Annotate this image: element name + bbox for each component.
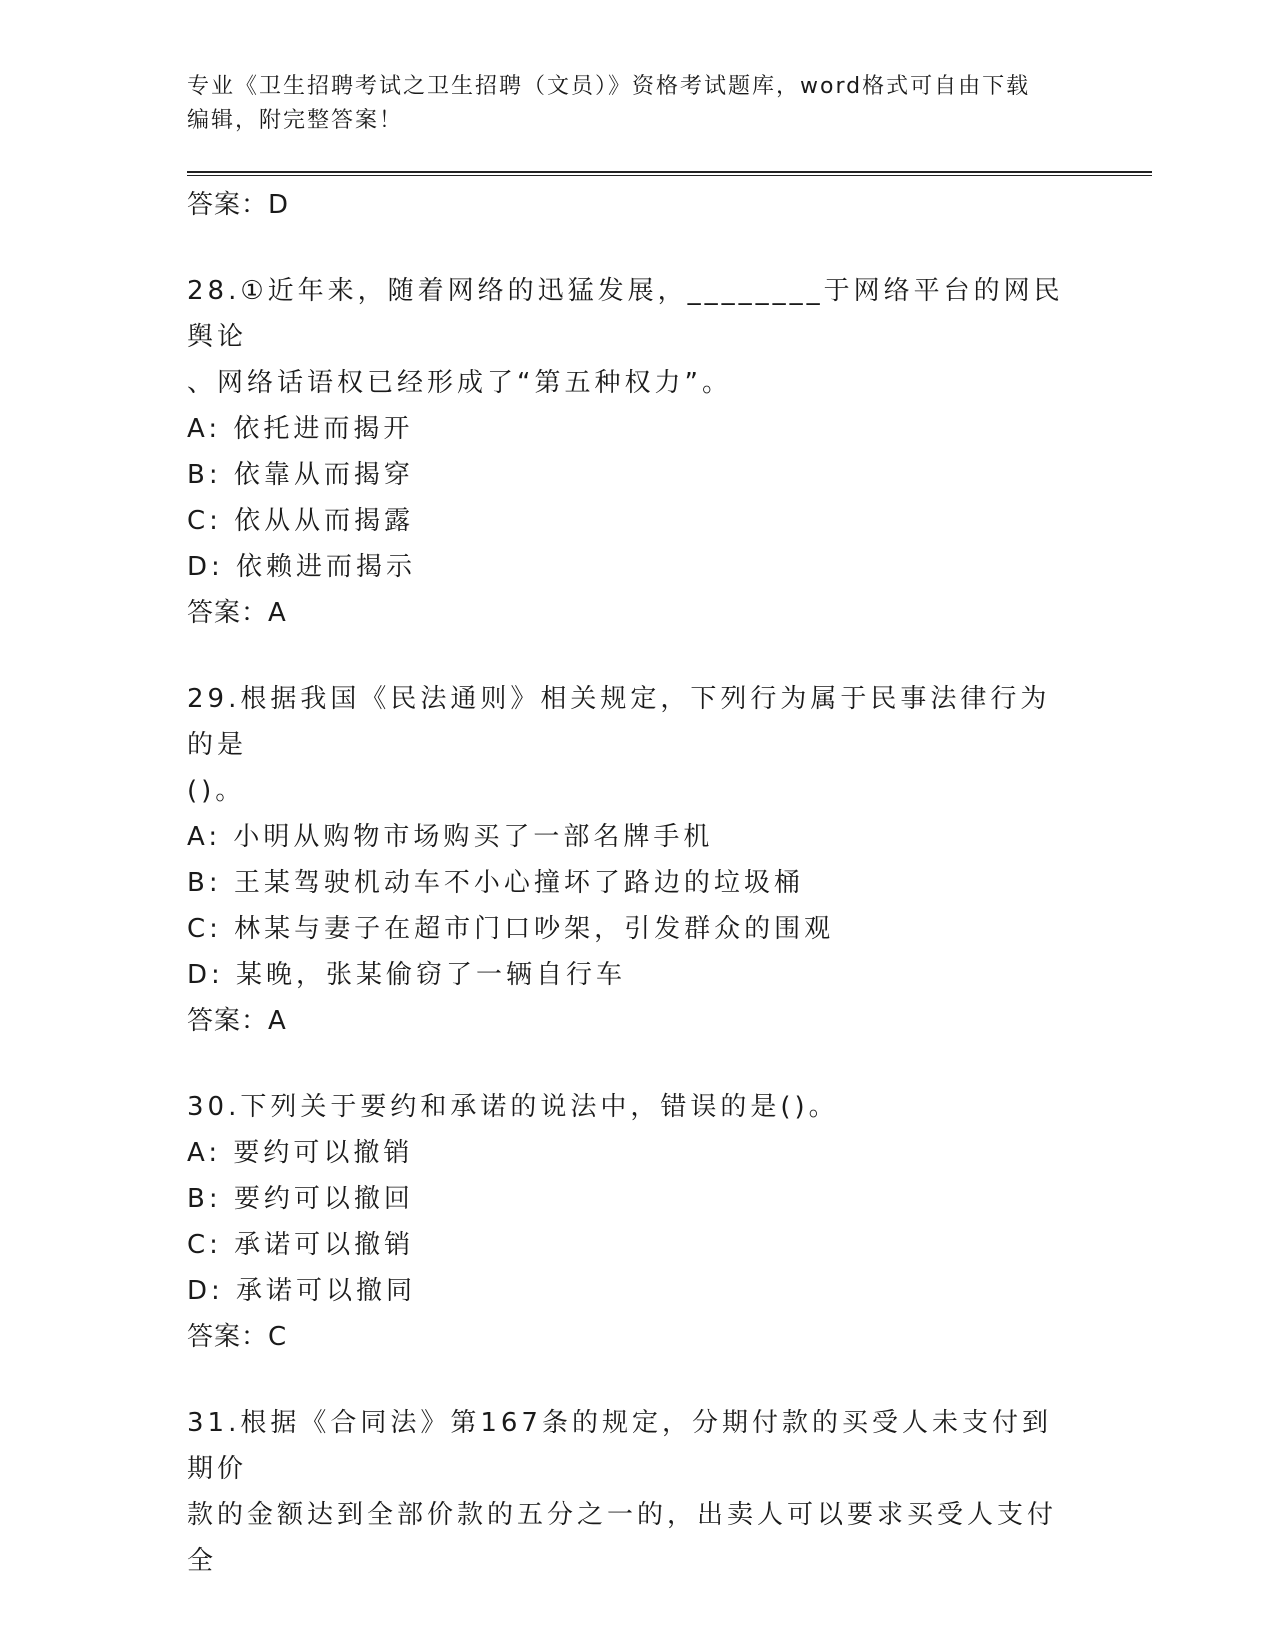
question-text-line: 30.下列关于要约和承诺的说法中，错误的是()。	[187, 1092, 839, 1122]
option-a: A: 依托进而揭开	[187, 414, 414, 444]
header-line-1: 专业《卫生招聘考试之卫生招聘（文员）》资格考试题库，word格式可自由下载	[187, 74, 1031, 99]
answer: 答案：C	[187, 1322, 288, 1352]
previous-answer: 答案：D	[187, 190, 290, 220]
question-28	[187, 268, 1152, 636]
document-header	[187, 70, 1067, 138]
option-c: C: 依从从而揭露	[187, 506, 415, 536]
option-d: D: 依赖进而揭示	[187, 552, 417, 582]
option-d: D: 承诺可以撤同	[187, 1276, 417, 1306]
option-a: A: 要约可以撤销	[187, 1138, 414, 1168]
option-b: B: 要约可以撤回	[187, 1184, 414, 1214]
question-31	[187, 1400, 1152, 1584]
option-b: B: 依靠从而揭穿	[187, 460, 414, 490]
question-text-line: ()。	[187, 776, 246, 806]
question-text	[187, 676, 1077, 814]
answer: 答案：A	[187, 1006, 287, 1036]
question-29	[187, 676, 1152, 1044]
header-line-2: 编辑，附完整答案！	[187, 108, 404, 133]
question-text	[187, 268, 1077, 406]
question-text-line: 、网络话语权已经形成了“第五种权力”。	[187, 368, 732, 398]
option-d: D: 某晚，张某偷窃了一辆自行车	[187, 960, 627, 990]
question-text-line: 28.①近年来，随着网络的迅猛发展，________于网络平台的网民舆论	[187, 276, 1064, 352]
question-text-line: 款的金额达到全部价款的五分之一的，出卖人可以要求买受人支付全	[187, 1500, 1058, 1576]
option-b: B: 王某驾驶机动车不小心撞坏了路边的垃圾桶	[187, 868, 804, 898]
question-text	[187, 1084, 1077, 1130]
question-text	[187, 1400, 1077, 1584]
option-a: A: 小明从购物市场购买了一部名牌手机	[187, 822, 714, 852]
answer: 答案：A	[187, 598, 287, 628]
question-text-line: 31.根据《合同法》第167条的规定，分期付款的买受人未支付到期价	[187, 1408, 1052, 1484]
document-page	[187, 70, 1152, 1584]
header-divider	[187, 171, 1152, 176]
option-c: C: 林某与妻子在超市门口吵架，引发群众的围观	[187, 914, 835, 944]
question-text-line: 29.根据我国《民法通则》相关规定，下列行为属于民事法律行为的是	[187, 684, 1051, 760]
option-c: C: 承诺可以撤销	[187, 1230, 415, 1260]
question-30	[187, 1084, 1152, 1360]
